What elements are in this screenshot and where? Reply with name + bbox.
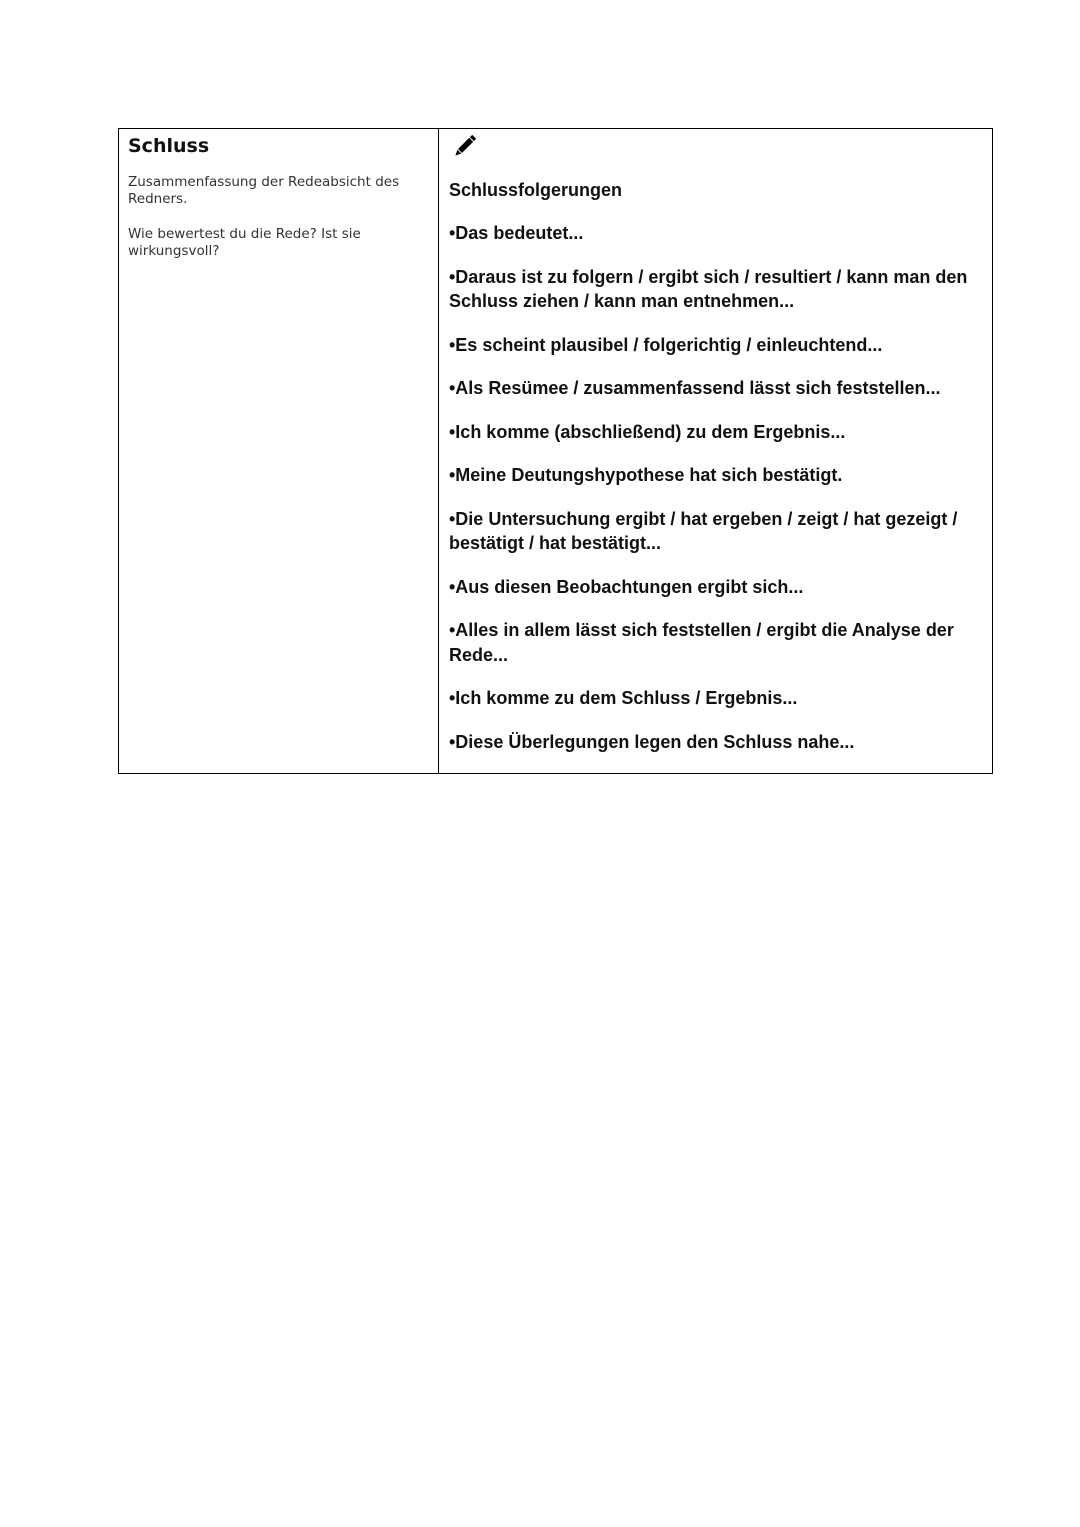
phrase-item: •Meine Deutungshypothese hat sich bestätigt. bbox=[449, 465, 843, 485]
phrase-item: •Als Resümee / zusammenfassend lässt sich feststellen... bbox=[449, 378, 941, 398]
phrase-item: •Ich komme (abschließend) zu dem Ergebnis... bbox=[449, 421, 846, 442]
right-heading: Schlussfolgerungen bbox=[449, 180, 623, 200]
phrase-item: •Aus diesen Beobachtungen ergibt sich... bbox=[449, 576, 804, 597]
section-title: Schluss bbox=[128, 135, 210, 157]
hint-evaluation: Wie bewertest du die Rede? Ist sie wirkungsvoll? bbox=[128, 226, 361, 259]
right-cell bbox=[439, 129, 992, 773]
phrase-item: •Ich komme zu dem Schluss / Ergebnis... bbox=[449, 688, 798, 708]
schluss-table bbox=[118, 128, 993, 774]
hint-summary: Zusammenfassung der Redeabsicht des Redners. bbox=[128, 174, 400, 207]
phrase-list bbox=[449, 221, 982, 754]
phrase-item: •Alles in allem lässt sich feststellen / ergibt die Analyse der Rede... bbox=[449, 620, 954, 665]
phrase-item: •Daraus ist zu folgern / ergibt sich / resultiert / kann man den Schluss ziehen / kann man entnehmen... bbox=[449, 266, 968, 311]
phrase-item: •Diese Überlegungen legen den Schluss nahe... bbox=[449, 731, 855, 752]
left-cell bbox=[119, 129, 439, 773]
phrase-item: •Das bedeutet... bbox=[449, 223, 584, 243]
pencil-icon bbox=[451, 132, 479, 160]
phrase-item: •Es scheint plausibel / folgerichtig / einleuchtend... bbox=[449, 334, 883, 355]
phrase-item: •Die Untersuchung ergibt / hat ergeben / zeigt / hat gezeigt / bestätigt / hat bestätigt... bbox=[449, 508, 958, 553]
